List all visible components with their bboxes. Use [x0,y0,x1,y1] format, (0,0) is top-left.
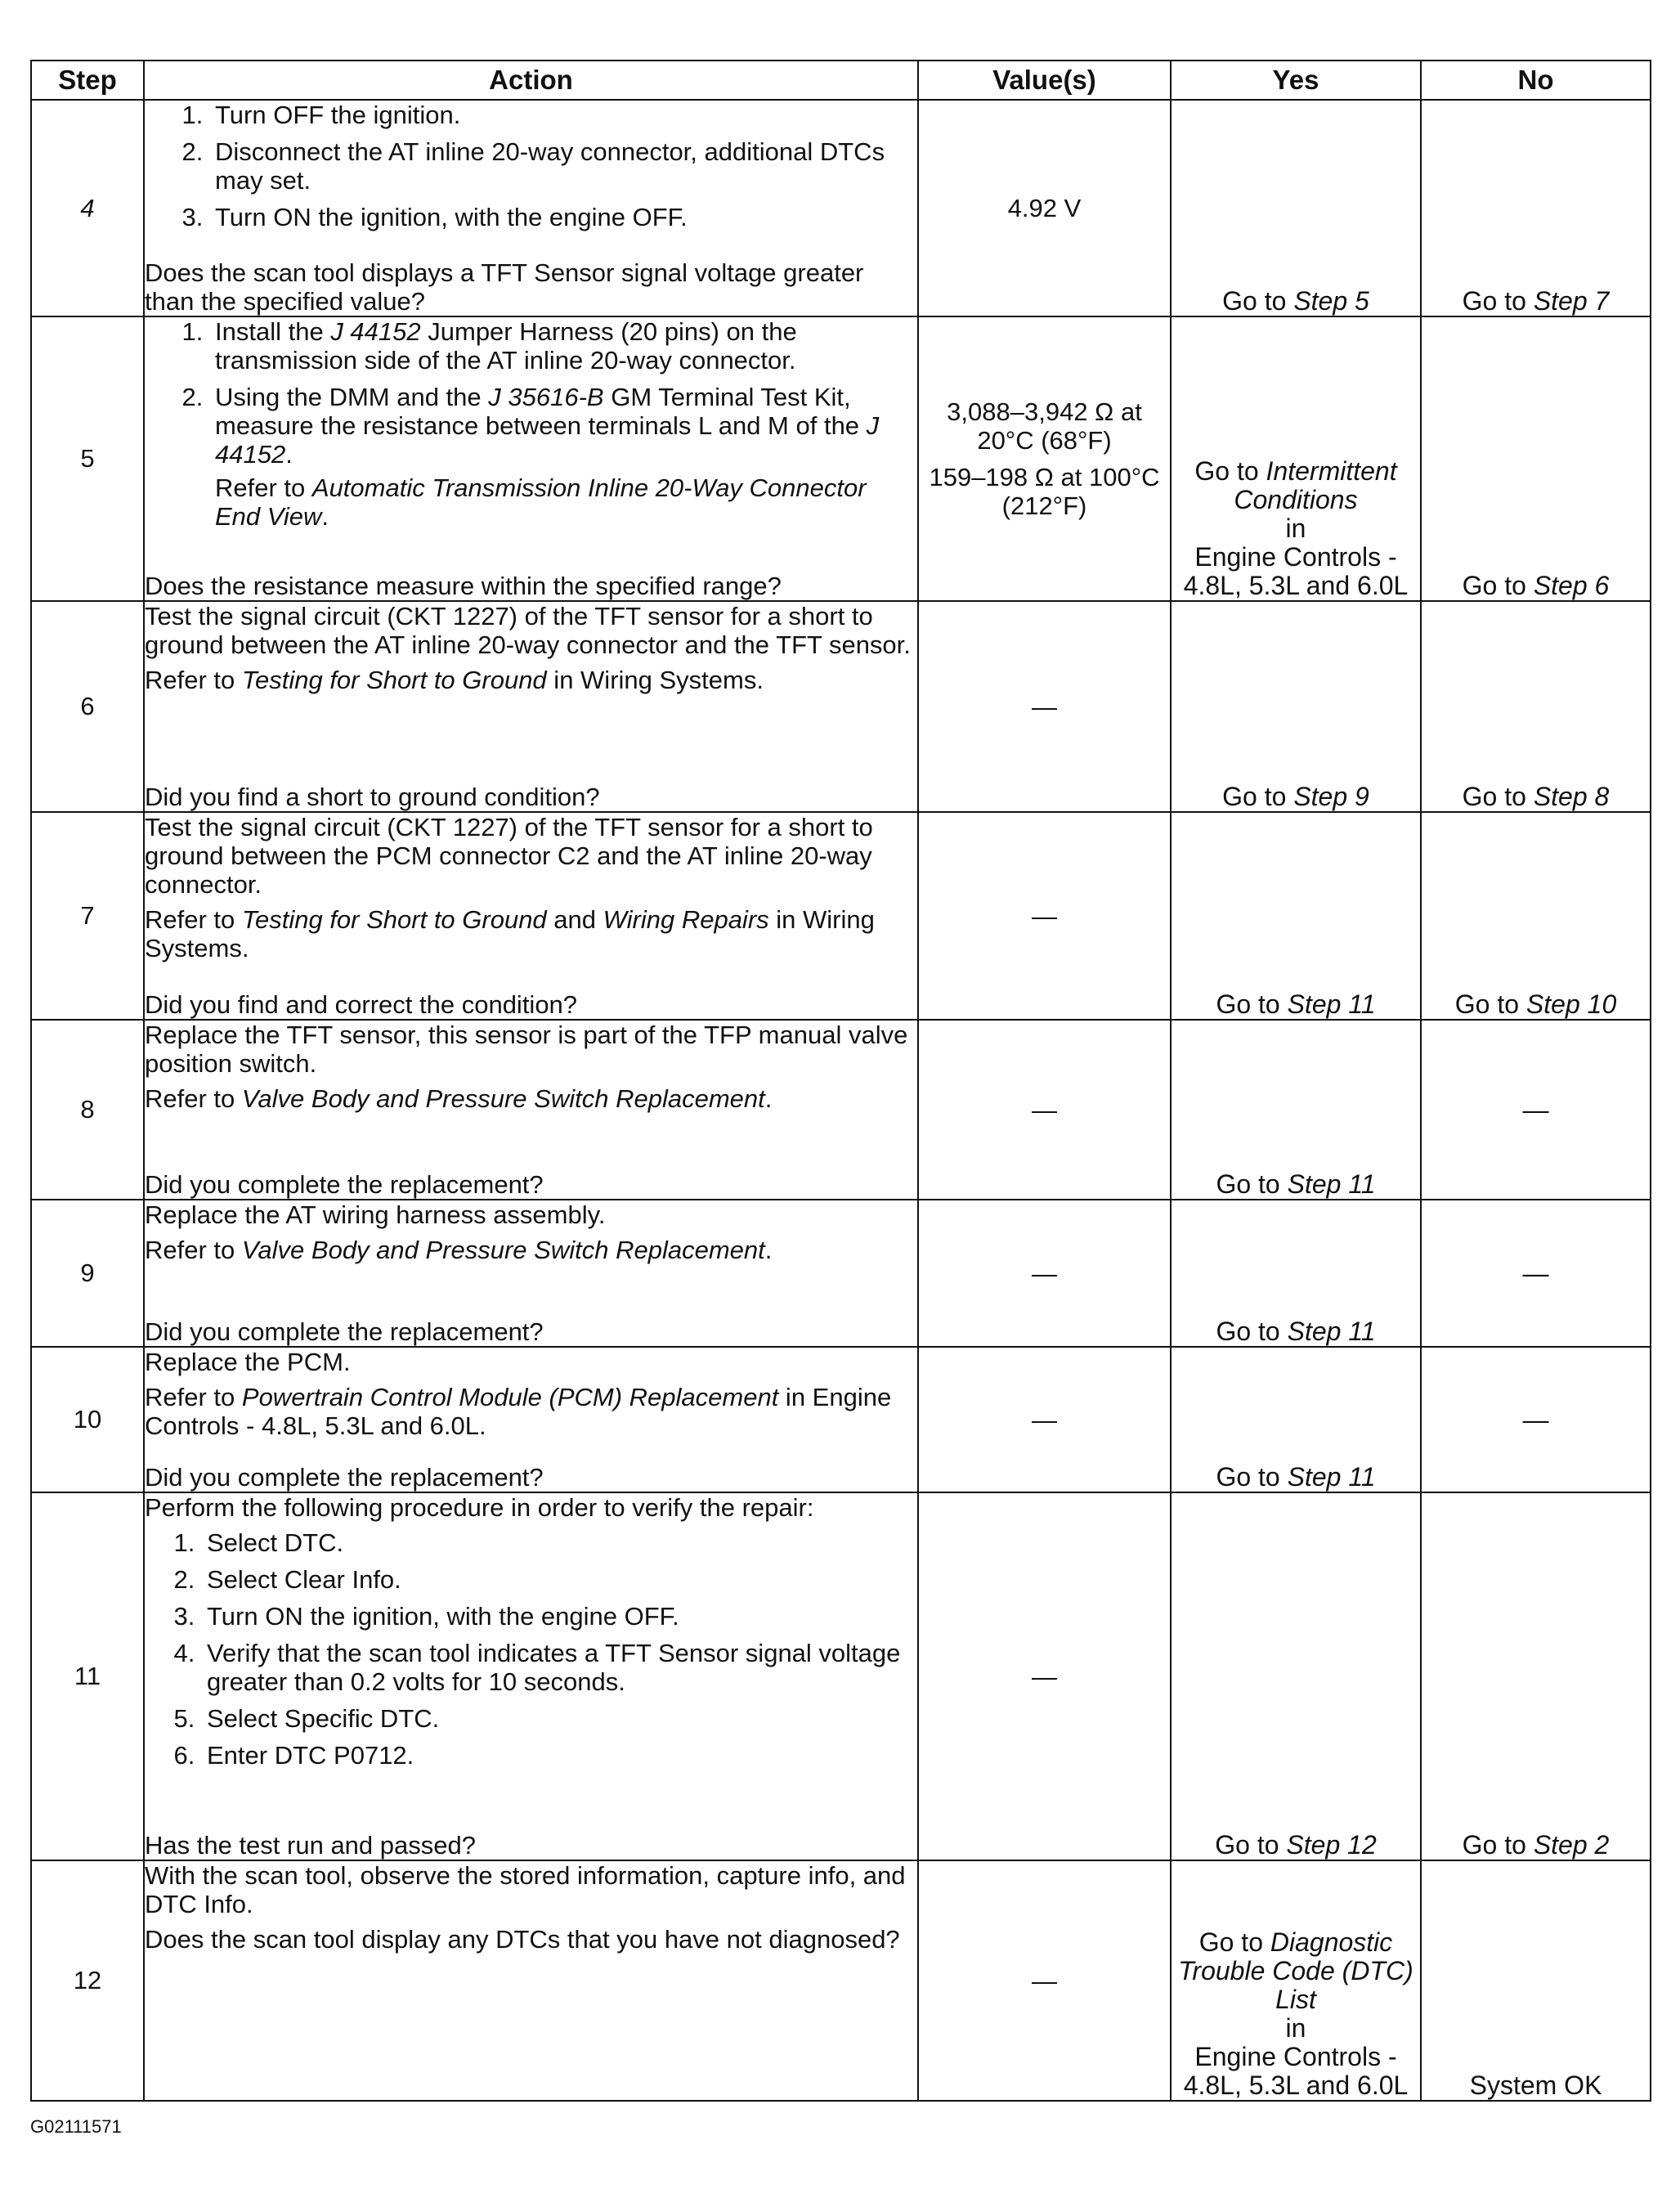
list-item: 4. Verify that the scan tool indicates a TFT Sensor signal voltage greater than 0.2 volts for 10 seconds. [202,1639,917,1696]
reference-link: Powertrain Control Module (PCM) Replacement [241,1383,779,1411]
reference-link: Valve Body and Pressure Switch Replacement [241,1084,765,1113]
step-link: Step 6 [1533,571,1610,600]
instruction-text: Test the signal circuit (CKT 1227) of the TFT sensor for a short to ground between the AT inline 20-way connector and the TFT sensor. [145,602,911,659]
header-values: Value(s) [918,61,1171,100]
step-number: 8 [31,1020,144,1200]
value-cell: — [918,1020,1171,1200]
value-cell [918,316,1171,601]
yes-cell: Go to Step 11 [1171,1020,1421,1200]
yes-cell: Go to Intermittent Conditions in Engine Controls - 4.8L, 5.3L and 6.0L [1171,316,1421,601]
reference-text: Refer to Testing for Short to Ground and Wiring Repairs in Wiring Systems. [145,905,875,962]
header-no: No [1421,61,1651,100]
step-number: 6 [31,601,144,812]
no-cell: — [1421,1200,1651,1347]
step-link: Step 9 [1293,782,1369,811]
step-link: Step 11 [1287,1169,1376,1199]
list-item: 5. Select Specific DTC. [202,1704,917,1733]
question-text: Does the scan tool displays a TFT Sensor signal voltage greater than the specified value? [145,258,864,316]
header-yes: Yes [1171,61,1421,100]
action-cell [144,1200,918,1347]
no-cell: Go to Step 2 [1421,1492,1651,1860]
yes-cell: Go to Step 11 [1171,812,1421,1020]
yes-cell: Go to Step 5 [1171,100,1421,316]
step-number: 7 [31,812,144,1020]
instruction-text: With the scan tool, observe the stored information, capture info, and DTC Info. [145,1861,906,1918]
step-number: 11 [31,1492,144,1860]
no-cell: — [1421,1020,1651,1200]
header-step: Step [31,61,144,100]
no-cell: System OK [1421,1860,1651,2101]
list-item: 1. Install the J 44152 Jumper Harness (20 pins) on the transmission side of the AT inline 20-way connector. [210,317,917,375]
table-row [31,601,1651,812]
value-cell: — [918,601,1171,812]
action-cell [144,1347,918,1492]
instruction-text: Replace the TFT sensor, this sensor is part of the TFP manual valve position switch. [145,1021,908,1078]
no-cell: — [1421,1347,1651,1492]
reference-link: Testing for Short to Ground [241,666,547,694]
question-text: Did you find and correct the condition? [145,990,578,1019]
value-cell: — [918,1347,1171,1492]
step-number: 4 [31,100,144,316]
reference-text: Refer to Powertrain Control Module (PCM) Replacement in Engine Controls - 4.8L, 5.3L and 6.0L. [145,1383,892,1440]
question-text: Did you complete the replacement? [145,1170,544,1199]
action-cell [144,1860,918,2101]
step-link: Step 7 [1533,286,1610,316]
step-link: Step 2 [1533,1830,1610,1860]
question-text: Has the test run and passed? [145,1831,476,1860]
value-cell: — [918,1492,1171,1860]
instruction-text: Replace the AT wiring harness assembly. [145,1200,606,1229]
question-text: Does the resistance measure within the specified range? [145,572,782,600]
reference-link: Diagnostic Trouble Code (DTC) List [1178,1927,1413,2014]
action-cell [144,1020,918,1200]
yes-cell: Go to Step 9 [1171,601,1421,812]
action-cell [144,316,918,601]
list-item: 6. Enter DTC P0712. [202,1741,917,1770]
reference-link: Intermittent Conditions [1234,456,1397,514]
step-number: 9 [31,1200,144,1347]
question-text: Did you complete the replacement? [145,1463,544,1492]
instruction-text: Perform the following procedure in order to verify the repair: [145,1493,814,1522]
reference-text: Refer to Valve Body and Pressure Switch Replacement. [145,1236,773,1264]
list-item: 1. Select DTC. [202,1528,917,1557]
step-link: Step 10 [1525,989,1617,1019]
table-row [31,812,1651,1020]
step-link: Step 11 [1287,989,1376,1019]
header-action: Action [144,61,918,100]
step-link: Step 8 [1533,782,1610,811]
value-cell: — [918,1860,1171,2101]
action-cell [144,100,918,316]
table-row [31,316,1651,601]
list-item: 2. Using the DMM and the J 35616-B GM Terminal Test Kit, measure the resistance between terminals L and M of the J 44152. [210,383,917,469]
reference-link: Valve Body and Pressure Switch Replacement [241,1236,765,1264]
no-cell: Go to Step 7 [1421,100,1651,316]
list-item: 2. Select Clear Info. [202,1565,917,1594]
step-number: 10 [31,1347,144,1492]
value-cell: — [918,812,1171,1020]
value-cell: — [918,1200,1171,1347]
table-row [31,1347,1651,1492]
value-range-20c: 3,088–3,942 Ω at 20°C (68°F) [947,397,1142,455]
table-row [31,1492,1651,1860]
reference-text: Refer to Automatic Transmission Inline 20-Way Connector End View. [215,473,867,531]
no-cell: Go to Step 10 [1421,812,1651,1020]
step-link: Step 12 [1286,1830,1377,1860]
step-number: 12 [31,1860,144,2101]
action-cell [144,601,918,812]
step-link: Step 5 [1293,286,1369,316]
no-cell: Go to Step 6 [1421,316,1651,601]
step-link: Step 11 [1287,1462,1376,1492]
table-row [31,100,1651,316]
diagnostic-table [30,60,1651,2102]
list-item: 3. Turn ON the ignition, with the engine OFF. [202,1602,917,1631]
figure-id: G02111571 [30,2116,122,2137]
reference-text: Refer to Valve Body and Pressure Switch Replacement. [145,1084,773,1113]
reference-link: Testing for Short to Ground [241,905,547,934]
step-number: 5 [31,316,144,601]
question-text: Does the scan tool display any DTCs that you have not diagnosed? [145,1925,900,1954]
action-cell [144,812,918,1020]
reference-link: Automatic Transmission Inline 20-Way Connector End View [215,473,867,531]
reference-link: Wiring Repairs [603,905,769,934]
question-text: Did you complete the replacement? [145,1317,544,1346]
yes-cell: Go to Diagnostic Trouble Code (DTC) List in Engine Controls - 4.8L, 5.3L and 6.0L [1171,1860,1421,2101]
list-item: 3. Turn ON the ignition, with the engine OFF. [210,203,917,231]
list-item: 2. Disconnect the AT inline 20-way connector, additional DTCs may set. [210,137,917,195]
yes-cell: Go to Step 11 [1171,1347,1421,1492]
value-range-100c: 159–198 Ω at 100°C (212°F) [929,463,1160,520]
no-cell: Go to Step 8 [1421,601,1651,812]
list-item: 1. Turn OFF the ignition. [210,101,917,129]
table-row [31,1020,1651,1200]
table-row [31,1860,1651,2101]
header-row [31,61,1651,100]
action-cell [144,1492,918,1860]
value-cell: 4.92 V [918,100,1171,316]
yes-cell: Go to Step 11 [1171,1200,1421,1347]
step-link: Step 11 [1287,1317,1376,1346]
question-text: Did you find a short to ground condition? [145,783,600,811]
instruction-text: Test the signal circuit (CKT 1227) of the TFT sensor for a short to ground between the PCM connector C2 and the AT inline 20-way connector. [145,813,873,899]
reference-text: Refer to Testing for Short to Ground in Wiring Systems. [145,666,764,694]
table-row [31,1200,1651,1347]
yes-cell: Go to Step 12 [1171,1492,1421,1860]
instruction-text: Replace the PCM. [145,1348,351,1376]
